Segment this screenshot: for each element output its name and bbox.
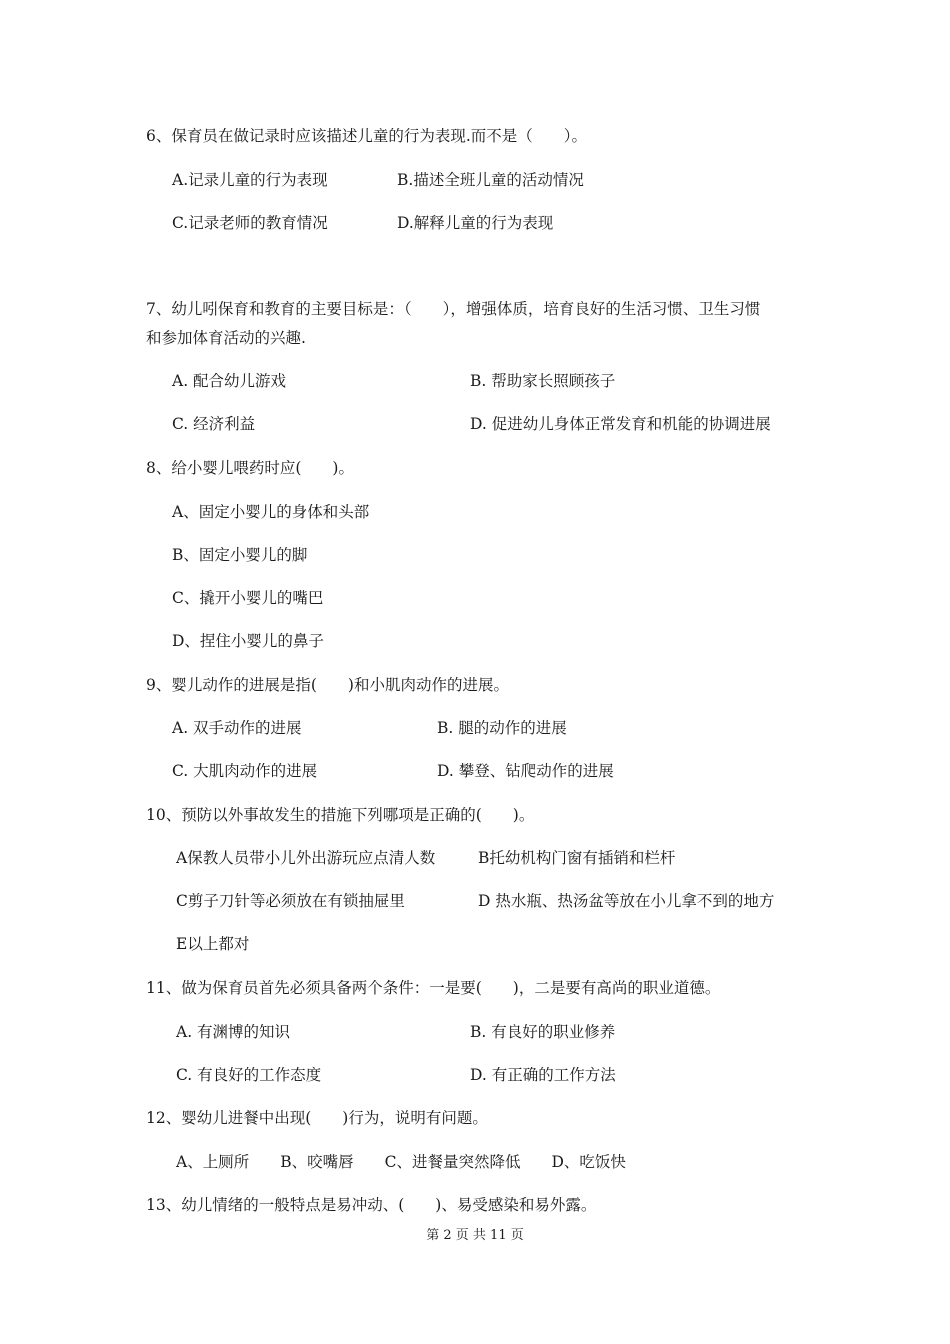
question-12-options: A、上厕所 B、咬嘴唇 C、进餐量突然降低 D、吃饭快 — [176, 1153, 626, 1171]
question-7-option-c: C. 经济利益 — [172, 415, 256, 433]
question-8-stem: 8、给小婴儿喂药时应( )。 — [146, 459, 354, 477]
question-9-option-d: D. 攀登、钻爬动作的进展 — [437, 762, 614, 780]
question-8-option-b: B、固定小婴儿的脚 — [172, 546, 308, 564]
question-6-stem: 6、保育员在做记录时应该描述儿童的行为表现.而不是（ ）。 — [146, 127, 588, 145]
question-7-option-b: B. 帮助家长照顾孩子 — [470, 372, 616, 390]
question-7-stem-line-2: 和参加体育活动的兴趣. — [146, 329, 306, 347]
question-10-option-d: D 热水瓶、热汤盆等放在小儿拿不到的地方 — [478, 892, 775, 910]
question-6-option-c: C.记录老师的教育情况 — [172, 214, 328, 232]
question-6-option-b: B.描述全班儿童的活动情况 — [397, 171, 584, 189]
question-8-option-c: C、撬开小婴儿的嘴巴 — [172, 589, 324, 607]
question-9-option-c: C. 大肌肉动作的进展 — [172, 762, 318, 780]
question-11-option-b: B. 有良好的职业修养 — [470, 1023, 616, 1041]
page-footer: 第 2 页 共 11 页 — [426, 1228, 524, 1243]
question-7-stem-line-1: 7、幼儿吲保育和教育的主要目标是：（ ），增强体质，培育良好的生活习惯、卫生习惯 — [146, 300, 761, 318]
question-9-option-a: A. 双手动作的进展 — [172, 719, 302, 737]
question-12-stem: 12、婴幼儿进餐中出现( )行为，说明有问题。 — [146, 1109, 488, 1127]
question-11-stem: 11、做为保育员首先必须具备两个条件：一是要( )，二是要有高尚的职业道德。 — [146, 979, 721, 997]
question-9-stem: 9、婴儿动作的进展是指( )和小肌肉动作的进展。 — [146, 676, 509, 694]
question-7-option-a: A. 配合幼儿游戏 — [172, 372, 287, 390]
question-10-option-b: B托幼机构门窗有插销和栏杆 — [478, 849, 676, 867]
question-6-option-a: A.记录儿童的行为表现 — [172, 171, 328, 189]
question-10-stem: 10、预防以外事故发生的措施下列哪项是正确的( )。 — [146, 806, 535, 824]
question-8-option-d: D、捏住小婴儿的鼻子 — [172, 632, 324, 650]
question-10-option-a: A保教人员带小儿外出游玩应点清人数 — [176, 849, 436, 867]
question-11-option-d: D. 有正确的工作方法 — [470, 1066, 616, 1084]
question-11-option-a: A. 有渊博的知识 — [176, 1023, 291, 1041]
question-10-option-c: C剪子刀针等必须放在有锁抽屉里 — [176, 892, 405, 910]
question-11-option-c: C. 有良好的工作态度 — [176, 1066, 322, 1084]
question-6-option-d: D.解释儿童的行为表现 — [397, 214, 554, 232]
question-10-option-e: E以上都对 — [176, 935, 250, 953]
question-7-option-d: D. 促进幼儿身体正常发育和机能的协调进展 — [470, 415, 771, 433]
question-9-option-b: B. 腿的动作的进展 — [437, 719, 567, 737]
question-13-stem: 13、幼儿情绪的一般特点是易冲动、( )、易受感染和易外露。 — [146, 1196, 597, 1214]
question-8-option-a: A、固定小婴儿的身体和头部 — [172, 503, 370, 521]
